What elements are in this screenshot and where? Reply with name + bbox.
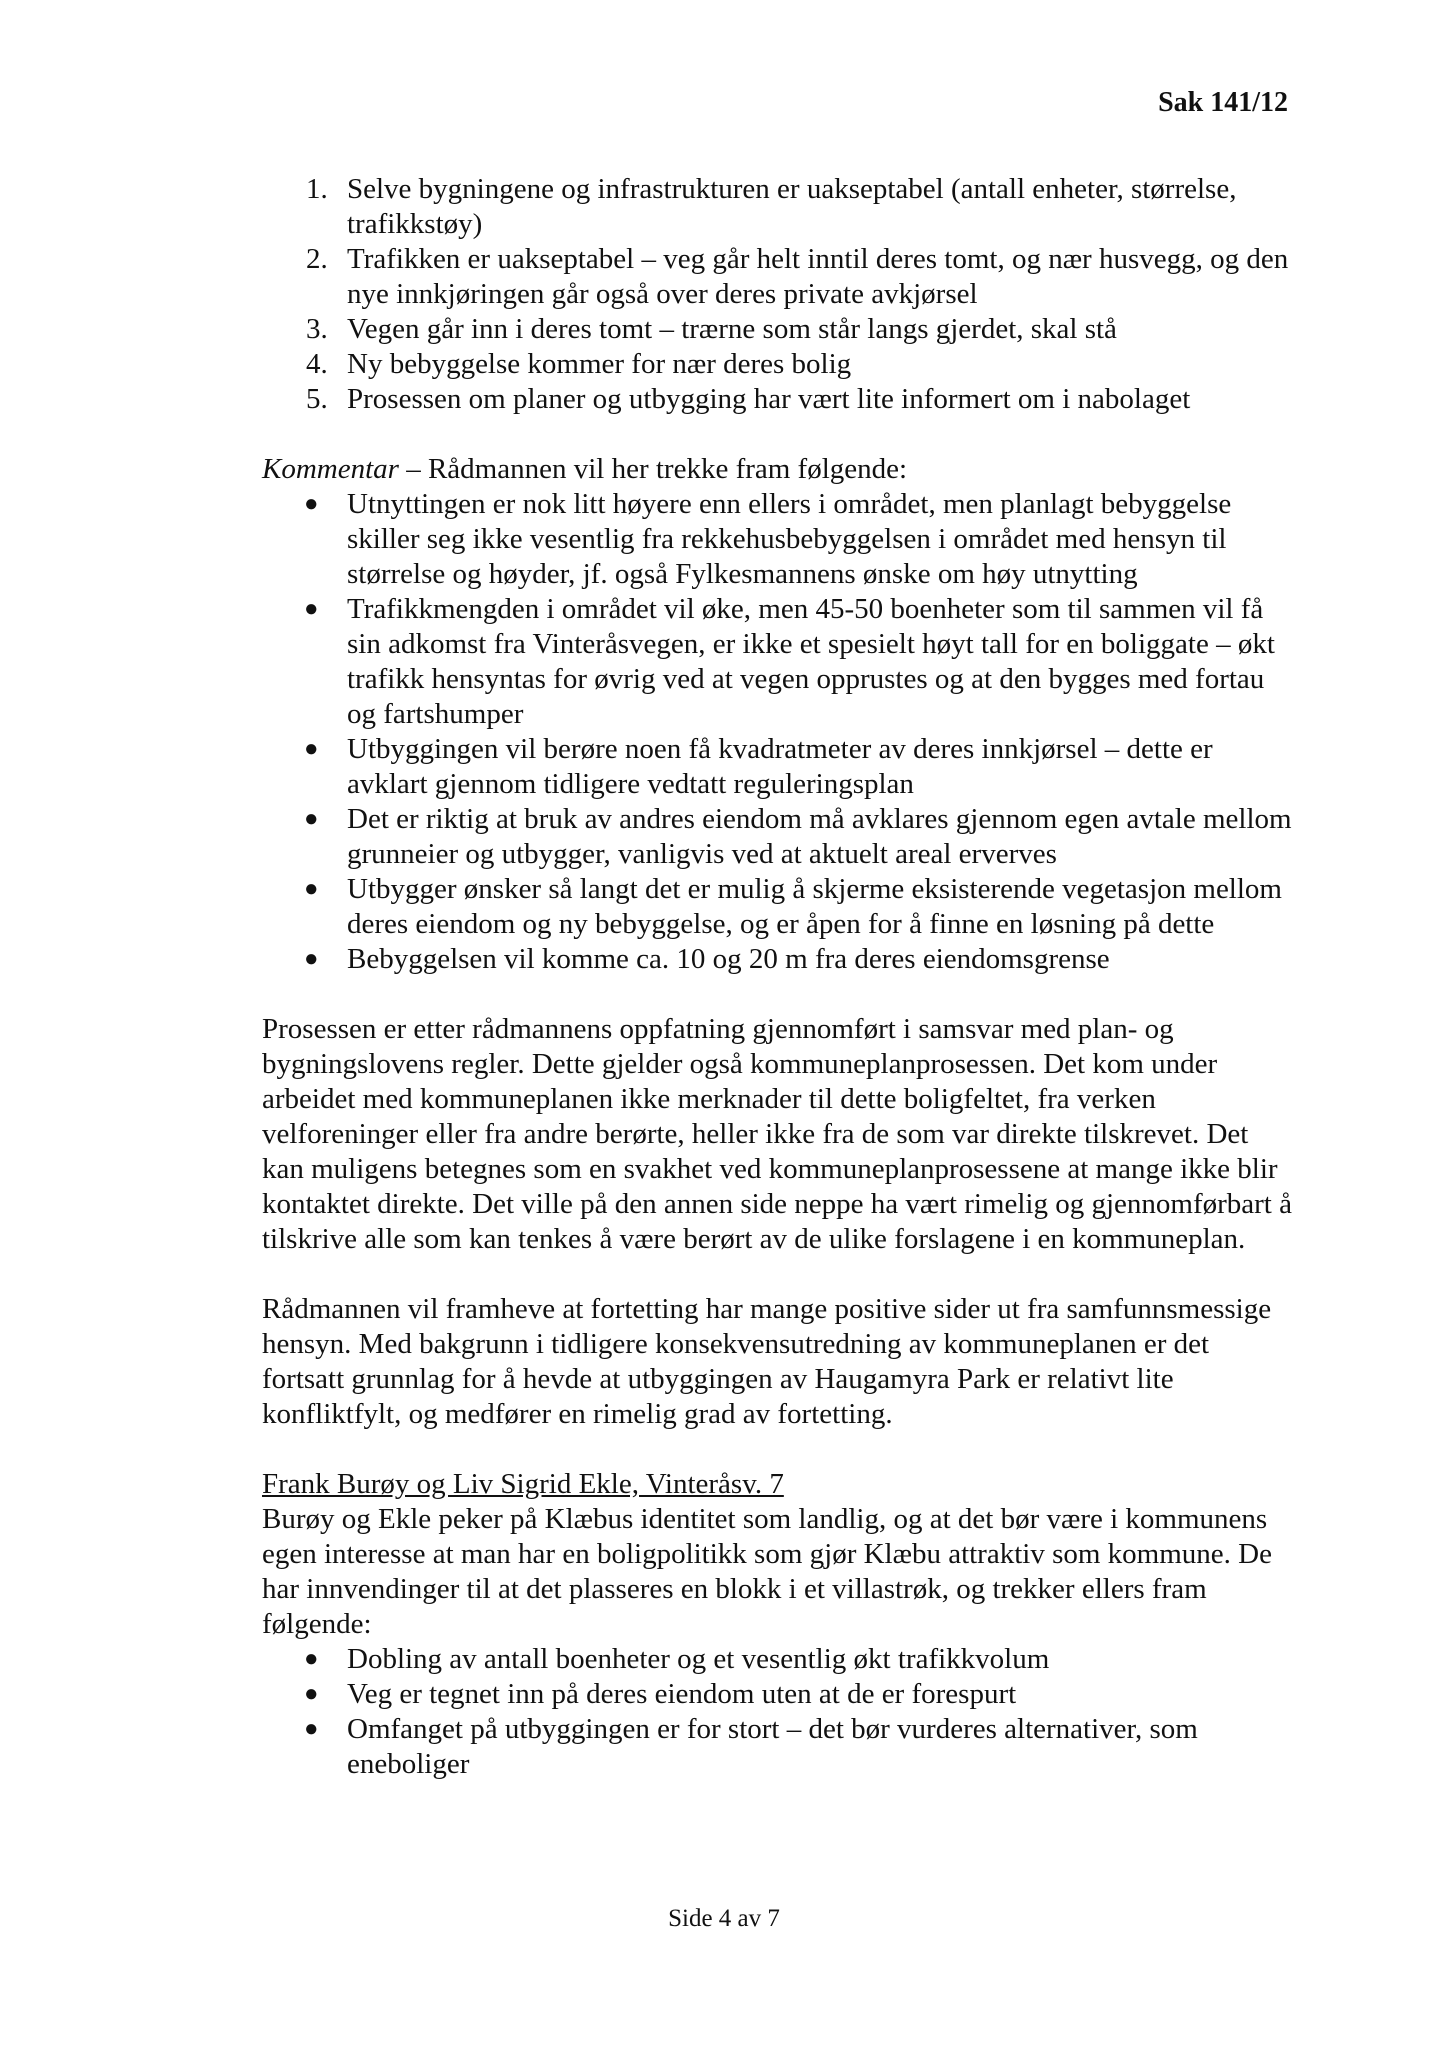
section-heading: Frank Burøy og Liv Sigrid Ekle, Vinteråsv. 7: [262, 1468, 784, 1500]
bullet-icon: ●: [304, 876, 319, 902]
bullet-icon: ●: [304, 1646, 319, 1672]
page-number-footer: Side 4 av 7: [668, 1905, 780, 1932]
list-item-text: Prosessen om planer og utbygging har vært lite informert om i nabolaget: [347, 383, 1191, 415]
list-item: [262, 1677, 1292, 1712]
list-number: 5.: [306, 383, 328, 415]
list-item-text: Ny bebyggelse kommer for nær deres bolig: [347, 348, 852, 380]
spacer: [262, 1432, 1292, 1467]
list-item: [262, 592, 1292, 732]
objection-list: [262, 172, 1292, 417]
list-item-text: Utbyggingen vil berøre noen få kvadratmeter av deres innkjørsel – dette er avklart gjennom tidligere vedtatt reguleringsplan: [347, 733, 1213, 800]
list-item-text: Utbygger ønsker så langt det er mulig å skjerme eksisterende vegetasjon mellom deres eiendom og ny bebyggelse, og er åpen for å finne en løsning på dette: [347, 873, 1282, 940]
list-item: [262, 732, 1292, 802]
list-item-text: Trafikken er uakseptabel – veg går helt inntil deres tomt, og nær husvegg, og den nye innkjøringen går også over deres private avkjørsel: [347, 243, 1289, 310]
list-item: [262, 312, 1292, 347]
list-number: 2.: [306, 243, 328, 275]
section-intro-paragraph: Burøy og Ekle peker på Klæbus identitet som landlig, og at det bør være i kommunens egen interesse at man har en boligpolitikk som gjør Klæbu attraktiv som kommune. De har innvendinger til at det plasseres en blokk i et villastrøk, og trekker ellers fram følgende:: [262, 1503, 1272, 1640]
bullet-icon: ●: [304, 806, 319, 832]
list-item-text: Trafikkmengden i området vil øke, men 45-50 boenheter som til sammen vil få sin adkomst fra Vinteråsvegen, er ikke et spesielt høyt tall for en boliggate – økt trafikk hensyntas for øvrig ved at vegen opprustes og at den bygges med fortau og fartshumper: [347, 593, 1275, 730]
spacer: [262, 977, 1292, 1012]
densification-paragraph: Rådmannen vil framheve at fortetting har mange positive sider ut fra samfunnsmessige hensyn. Med bakgrunn i tidligere konsekvensutredning av kommuneplanen er det fortsatt grunnlag for å hevde at utbyggingen av Haugamyra Park er relativt lite konfliktfylt, og medfører en rimelig grad av fortetting.: [262, 1293, 1272, 1430]
bullet-icon: ●: [304, 946, 319, 972]
spacer: [262, 1257, 1292, 1292]
comment-label: Kommentar: [262, 453, 399, 485]
list-item: [262, 347, 1292, 382]
comment-intro-text: – Rådmannen vil her trekke fram følgende:: [398, 453, 908, 485]
list-item: [262, 172, 1292, 242]
bullet-icon: ●: [304, 736, 319, 762]
comment-intro: [262, 452, 1292, 487]
list-item: [262, 1642, 1292, 1677]
list-item-text: Vegen går inn i deres tomt – trærne som står langs gjerdet, skal stå: [347, 313, 1117, 345]
list-item-text: Utnyttingen er nok litt høyere enn ellers i området, men planlagt bebyggelse skiller seg ikke vesentlig fra rekkehusbebyggelsen i området med hensyn til størrelse og høyder, jf. også Fylkesmannens ønske om høy utnytting: [347, 488, 1232, 590]
list-number: 3.: [306, 313, 328, 345]
bullet-icon: ●: [304, 491, 319, 517]
case-reference: Sak 141/12: [1158, 87, 1288, 118]
list-item-text: Omfanget på utbyggingen er for stort – det bør vurderes alternativer, som eneboliger: [347, 1713, 1198, 1780]
section-bullet-list: [262, 1642, 1292, 1782]
comment-bullet-list: [262, 487, 1292, 977]
list-item: [262, 1712, 1292, 1782]
list-item: [262, 382, 1292, 417]
list-item-text: Dobling av antall boenheter og et vesentlig økt trafikkvolum: [347, 1643, 1050, 1675]
document-body: [262, 172, 1292, 1782]
bullet-icon: ●: [304, 596, 319, 622]
bullet-icon: ●: [304, 1681, 319, 1707]
list-item-text: Bebyggelsen vil komme ca. 10 og 20 m fra deres eiendomsgrense: [347, 943, 1110, 975]
list-item: [262, 487, 1292, 592]
bullet-icon: ●: [304, 1716, 319, 1742]
list-item: [262, 872, 1292, 942]
list-item-text: Det er riktig at bruk av andres eiendom må avklares gjennom egen avtale mellom grunneier og utbygger, vanligvis ved at aktuelt areal erverves: [347, 803, 1292, 870]
process-paragraph: Prosessen er etter rådmannens oppfatning gjennomført i samsvar med plan- og bygningslovens regler. Dette gjelder også kommuneplanprosessen. Det kom under arbeidet med kommuneplanen ikke merknader til dette boligfeltet, fra verken velforeninger eller fra andre berørte, heller ikke fra de som var direkte tilskrevet. Det kan muligens betegnes som en svakhet ved kommuneplanprosessene at mange ikke blir kontaktet direkte. Det ville på den annen side neppe ha vært rimelig og gjennomførbart å tilskrive alle som kan tenkes å være berørt av de ulike forslagene i en kommuneplan.: [262, 1013, 1292, 1255]
list-item: [262, 802, 1292, 872]
list-item: [262, 942, 1292, 977]
list-item: [262, 242, 1292, 312]
list-item-text: Selve bygningene og infrastrukturen er uakseptabel (antall enheter, størrelse, trafikkstøy): [347, 173, 1237, 240]
list-number: 4.: [306, 348, 328, 380]
spacer: [262, 417, 1292, 452]
list-number: 1.: [306, 173, 328, 205]
list-item-text: Veg er tegnet inn på deres eiendom uten at de er forespurt: [347, 1678, 1017, 1710]
